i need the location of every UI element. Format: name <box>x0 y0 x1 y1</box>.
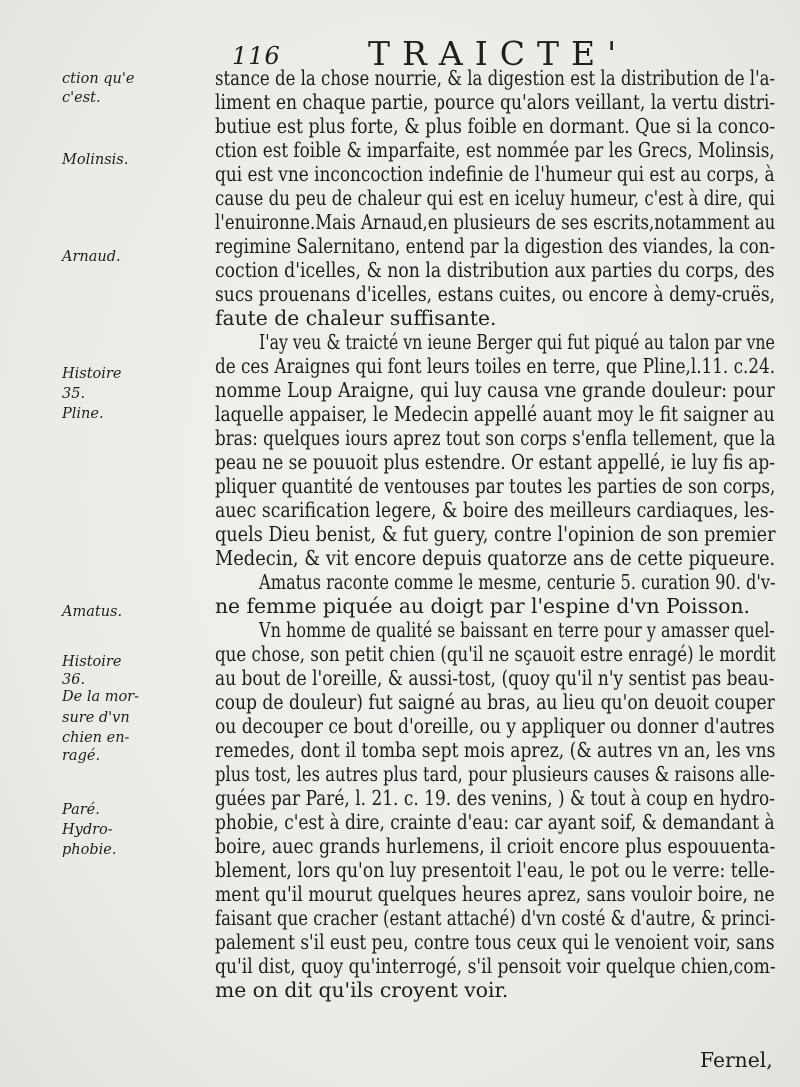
margin-note: c'est. <box>62 90 101 106</box>
text-line: butiue est plus forte, & plus foible en dormant. Que si la conco- <box>215 114 776 138</box>
text-line: ou decouper ce bout d'oreille, ou y appliquer ou donner d'autres <box>215 714 775 738</box>
text-line: faute de chaleur suffisante. <box>215 306 497 330</box>
text-line: que chose, son petit chien (qu'il ne sçauoit estre enragé) le mordit <box>215 642 776 666</box>
text-line: nomme Loup Araigne, qui luy causa vne grande douleur: pour <box>215 378 775 402</box>
text-line: blement, lors qu'on luy presentoit l'eau, le pot ou le verre: telle- <box>215 858 776 882</box>
margin-note: sure d'vn <box>62 710 130 726</box>
text-line: qui est vne inconcoction indefinie de l'humeur qui est au corps, à <box>215 162 775 186</box>
text-line: palement s'il eust peu, contre tous ceux qui le venoient voir, sans <box>215 930 775 954</box>
text-line: l'enuironne.Mais Arnaud,en plusieurs de ses escrits,notamment au <box>215 210 776 234</box>
margin-note: Histoire <box>62 654 122 670</box>
margin-note: chien en- <box>62 730 130 746</box>
text-line: ction est foible & imparfaite, est nommée par les Grecs, Molinsis, <box>215 138 775 162</box>
text-line: coup de douleur) fut saigné au bras, au lieu qu'on deuoit couper <box>215 690 775 714</box>
text-line: plus tost, les autres plus tard, pour plusieurs causes & raisons alle- <box>215 762 776 786</box>
catchword: Fernel, <box>700 1048 773 1072</box>
text-line: pliquer quantité de ventouses par toutes les parties de son corps, <box>215 474 776 498</box>
text-line: liment en chaque partie, pource qu'alors veillant, la vertu distri- <box>215 90 776 114</box>
margin-note: Amatus. <box>62 604 123 620</box>
text-line: au bout de l'oreille, & aussi-tost, (quoy qu'il n'y sentist pas beau- <box>215 666 775 690</box>
margin-note: Pline. <box>62 406 104 422</box>
text-line: ne femme piquée au doigt par l'espine d'vn Poisson. <box>215 594 751 618</box>
text-line: faisant que cracher (estant attaché) d'vn costé & d'autre, & princi- <box>215 906 776 930</box>
margin-notes <box>62 0 212 1087</box>
margin-note: Molinsis. <box>62 152 129 168</box>
text-line: coction d'icelles, & non la distribution aux parties du corps, des <box>215 258 775 282</box>
text-line: remedes, dont il tomba sept mois aprez, (& autres vn an, les vns <box>215 738 776 762</box>
margin-note: Paré. <box>62 802 100 818</box>
text-line: cause du peu de chaleur qui est en iceluy humeur, c'est à dire, qui <box>215 186 775 210</box>
text-line: peau ne se pouuoit plus estendre. Or estant appellé, ie luy fis ap- <box>215 450 776 474</box>
running-title: TRAICTE' <box>368 34 629 73</box>
margin-note: Histoire <box>62 366 122 382</box>
text-line: stance de la chose nourrie, & la digestion est la distribution de l'a- <box>215 66 776 90</box>
text-line: laquelle appaiser, le Medecin appellé auant moy le fit saigner au <box>215 402 775 426</box>
text-line: bras: quelques iours aprez tout son corps s'enfla tellement, que la <box>215 426 776 450</box>
text-line: ment qu'il mourut quelques heures aprez, sans vouloir boire, ne <box>215 882 775 906</box>
text-line: quels Dieu benist, & fut guery, contre l'opinion de son premier <box>215 522 776 546</box>
text-line: auec scarification legere, & boire des meilleurs cardiaques, les- <box>215 498 775 522</box>
margin-note: Arnaud. <box>62 249 121 265</box>
page-number: 116 <box>232 42 281 70</box>
margin-note: 35. <box>62 386 86 402</box>
margin-note: De la mor- <box>62 689 140 705</box>
text-line: Vn homme de qualité se baissant en terre pour y amasser quel- <box>259 618 775 642</box>
text-line: guées par Paré, l. 21. c. 19. des venins, ) & tout à coup en hydro- <box>215 786 775 810</box>
text-line: Amatus raconte comme le mesme, centurie 5. curation 90. d'v- <box>259 570 776 594</box>
margin-note: ragé. <box>62 748 101 764</box>
text-line: qu'il dist, quoy qu'interrogé, s'il pensoit voir quelque chien,com- <box>215 954 776 978</box>
text-line: sucs prouenans d'icelles, estans cuites, ou encore à demy-cruës, <box>215 282 776 306</box>
text-line: phobie, c'est à dire, crainte d'eau: car ayant soif, & demandant à <box>215 810 775 834</box>
text-line: de ces Araignes qui font leurs toiles en terre, que Pline,l.11. c.24. <box>215 354 776 378</box>
text-line: I'ay veu & traicté vn ieune Berger qui fut piqué au talon par vne <box>259 330 775 354</box>
text-line: regimine Salernitano, entend par la digestion des viandes, la con- <box>215 234 776 258</box>
margin-note: 36. <box>62 672 86 688</box>
margin-note: phobie. <box>62 842 117 858</box>
margin-note: Hydro- <box>62 822 113 838</box>
text-line: Medecin, & vit encore depuis quatorze ans de cette piqueure. <box>215 546 776 570</box>
margin-note: ction qu'e <box>62 71 135 87</box>
text-line: boire, auec grands hurlemens, il crioit encore plus espouuenta- <box>215 834 776 858</box>
text-line: me on dit qu'ils croyent voir. <box>215 978 509 1002</box>
